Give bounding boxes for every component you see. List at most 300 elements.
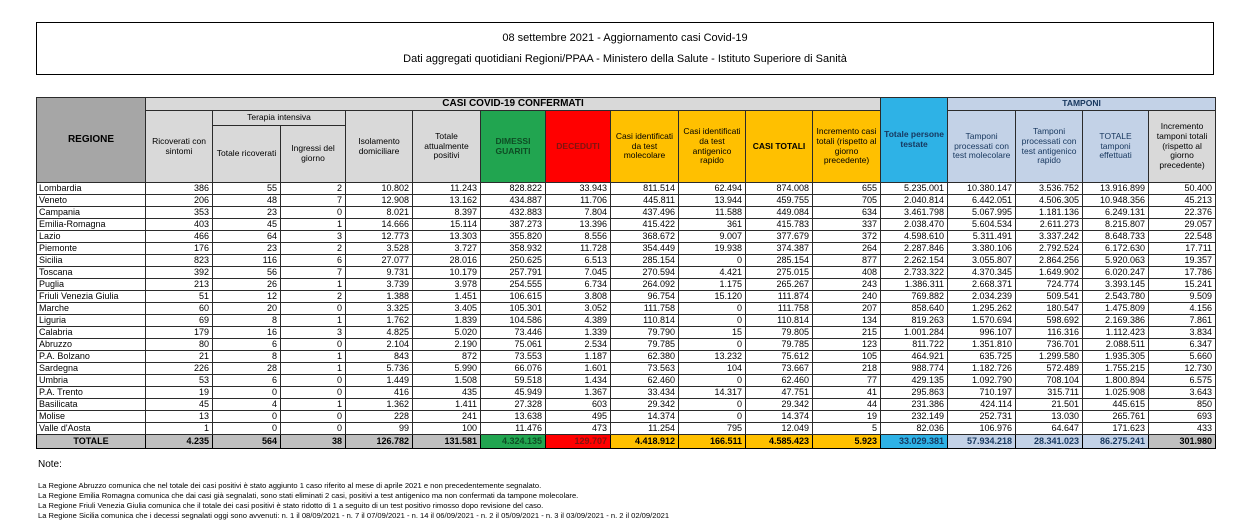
table-cell: 0 <box>281 387 346 399</box>
group-header-terapia-intensiva: Terapia intensiva <box>213 111 346 126</box>
table-cell: 62.494 <box>679 183 746 195</box>
table-cell: 75.061 <box>481 339 546 351</box>
table-cell: 1.601 <box>546 363 611 375</box>
table-cell: 598.692 <box>1016 315 1083 327</box>
group-header-casi-confermati: CASI COVID-19 CONFERMATI <box>146 98 881 111</box>
table-cell: 1.451 <box>413 291 481 303</box>
table-cell: 1.339 <box>546 327 611 339</box>
table-cell: 4 <box>213 399 281 411</box>
column-header-totale-ricoverati: Totale ricoverati <box>213 126 281 183</box>
table-cell: 6.442.051 <box>948 195 1016 207</box>
table-cell: 1 <box>281 279 346 291</box>
table-cell: 408 <box>813 267 881 279</box>
table-cell: 445.615 <box>1083 399 1149 411</box>
table-cell: 3.055.807 <box>948 255 1016 267</box>
table-cell: 495 <box>546 411 611 423</box>
table-cell: 0 <box>281 423 346 435</box>
table-cell: 100 <box>413 423 481 435</box>
notes-title: Note: <box>38 459 62 470</box>
table-cell: 3 <box>281 231 346 243</box>
table-cell: 3 <box>281 327 346 339</box>
table-cell: 13.303 <box>413 231 481 243</box>
table-cell: 858.640 <box>881 303 948 315</box>
table-cell: 6.734 <box>546 279 611 291</box>
table-cell: 10.179 <box>413 267 481 279</box>
table-cell: 19.357 <box>1149 255 1216 267</box>
table-cell: 77 <box>813 375 881 387</box>
table-cell: 232.149 <box>881 411 948 423</box>
table-cell: 1.295.262 <box>948 303 1016 315</box>
table-cell: 3.405 <box>413 303 481 315</box>
table-cell: 988.774 <box>881 363 948 375</box>
table-cell: 603 <box>546 399 611 411</box>
table-cell: 3.739 <box>346 279 413 291</box>
table-cell: 3.834 <box>1149 327 1216 339</box>
table-cell: 795 <box>679 423 746 435</box>
table-cell: 416 <box>346 387 413 399</box>
table-cell: 99 <box>346 423 413 435</box>
table-cell: 828.822 <box>481 183 546 195</box>
table-cell: 3.461.798 <box>881 207 948 219</box>
table-cell: 116 <box>213 255 281 267</box>
table-cell: 275.015 <box>746 267 813 279</box>
table-cell: 13.030 <box>1016 411 1083 423</box>
table-cell: 45 <box>213 219 281 231</box>
table-cell: 9.509 <box>1149 291 1216 303</box>
bulletin-header <box>36 22 1214 75</box>
total-cell: 57.934.218 <box>948 435 1016 449</box>
total-cell: 86.275.241 <box>1083 435 1149 449</box>
table-cell: 4.825 <box>346 327 413 339</box>
table-cell: 8.397 <box>413 207 481 219</box>
table-row <box>37 387 1216 399</box>
table-cell: 1.434 <box>546 375 611 387</box>
table-cell: 872 <box>413 351 481 363</box>
table-cell: 4.370.345 <box>948 267 1016 279</box>
table-cell: 33.434 <box>611 387 679 399</box>
table-cell: 7.804 <box>546 207 611 219</box>
table-cell: 0 <box>679 375 746 387</box>
table-cell: 15 <box>679 327 746 339</box>
table-row <box>37 423 1216 435</box>
table-cell: 1.508 <box>413 375 481 387</box>
table-total-row <box>37 435 1216 449</box>
table-cell: 28.016 <box>413 255 481 267</box>
column-header-isolamento: Isolamento domiciliare <box>346 111 413 183</box>
table-cell: 116.316 <box>1016 327 1083 339</box>
table-cell: 1.839 <box>413 315 481 327</box>
table-cell: 3.380.106 <box>948 243 1016 255</box>
table-cell: 0 <box>213 411 281 423</box>
table-cell: 59.518 <box>481 375 546 387</box>
table-cell: 252.731 <box>948 411 1016 423</box>
table-cell: 8.556 <box>546 231 611 243</box>
table-row <box>37 219 1216 231</box>
table-cell: 0 <box>281 303 346 315</box>
table-cell: 1.388 <box>346 291 413 303</box>
table-cell: 1.367 <box>546 387 611 399</box>
table-cell: 635.725 <box>948 351 1016 363</box>
table-cell: 14.666 <box>346 219 413 231</box>
table-cell: 104.586 <box>481 315 546 327</box>
table-cell: 1.112.423 <box>1083 327 1149 339</box>
table-cell: 6.020.247 <box>1083 267 1149 279</box>
table-cell: 27.077 <box>346 255 413 267</box>
table-row <box>37 243 1216 255</box>
table-cell: 14.317 <box>679 387 746 399</box>
table-cell: 3.325 <box>346 303 413 315</box>
table-cell: 123 <box>813 339 881 351</box>
table-cell: 0 <box>281 375 346 387</box>
table-cell: 285.154 <box>746 255 813 267</box>
table-cell: 29.057 <box>1149 219 1216 231</box>
table-cell: 2.262.154 <box>881 255 948 267</box>
total-cell: 28.341.023 <box>1016 435 1083 449</box>
table-cell: 226 <box>146 363 213 375</box>
table-cell: 473 <box>546 423 611 435</box>
table-cell: 8.215.807 <box>1083 219 1149 231</box>
table-cell: 2.733.322 <box>881 267 948 279</box>
table-cell: 73.667 <box>746 363 813 375</box>
table-cell: 432.883 <box>481 207 546 219</box>
table-cell: 295.863 <box>881 387 948 399</box>
table-cell: 285.154 <box>611 255 679 267</box>
region-name: Lazio <box>37 231 146 243</box>
table-cell: 354.449 <box>611 243 679 255</box>
table-cell: 254.555 <box>481 279 546 291</box>
table-cell: 3.052 <box>546 303 611 315</box>
table-cell: 2 <box>281 243 346 255</box>
table-cell: 449.084 <box>746 207 813 219</box>
table-cell: 435 <box>413 387 481 399</box>
table-cell: 850 <box>1149 399 1216 411</box>
table-cell: 1.299.580 <box>1016 351 1083 363</box>
table-cell: 1.181.136 <box>1016 207 1083 219</box>
table-cell: 403 <box>146 219 213 231</box>
table-cell: 5.235.001 <box>881 183 948 195</box>
table-cell: 13.916.899 <box>1083 183 1149 195</box>
table-cell: 3.528 <box>346 243 413 255</box>
table-row <box>37 291 1216 303</box>
table-row <box>37 195 1216 207</box>
table-cell: 12.049 <box>746 423 813 435</box>
table-cell: 5.660 <box>1149 351 1216 363</box>
table-cell: 843 <box>346 351 413 363</box>
table-cell: 5.736 <box>346 363 413 375</box>
total-cell: 129.707 <box>546 435 611 449</box>
table-cell: 392 <box>146 267 213 279</box>
table-cell: 171.623 <box>1083 423 1149 435</box>
table-row <box>37 279 1216 291</box>
table-row <box>37 255 1216 267</box>
table-cell: 1 <box>281 363 346 375</box>
table-cell: 1.649.902 <box>1016 267 1083 279</box>
table-cell: 2.104 <box>346 339 413 351</box>
note-line: La Regione Emilia Romagna comunica che dai casi già segnalati, sono stati eliminati 2 casi, positivi a test antigenico ma non confermati da tampone molecolare. <box>38 491 579 500</box>
table-cell: 386 <box>146 183 213 195</box>
column-header-tamponi-antigenico: Tamponi processati con test antigenico rapido <box>1016 111 1083 183</box>
table-cell: 3.978 <box>413 279 481 291</box>
region-name: Toscana <box>37 267 146 279</box>
total-cell: 4.324.135 <box>481 435 546 449</box>
table-cell: 1.800.894 <box>1083 375 1149 387</box>
table-cell: 1 <box>281 351 346 363</box>
region-name: Umbria <box>37 375 146 387</box>
table-cell: 1.762 <box>346 315 413 327</box>
table-cell: 361 <box>679 219 746 231</box>
table-cell: 12.773 <box>346 231 413 243</box>
table-cell: 79.790 <box>611 327 679 339</box>
table-cell: 20 <box>213 303 281 315</box>
table-row <box>37 363 1216 375</box>
table-cell: 6 <box>213 375 281 387</box>
table-cell: 1.187 <box>546 351 611 363</box>
table-cell: 0 <box>281 411 346 423</box>
table-cell: 2.088.511 <box>1083 339 1149 351</box>
table-cell: 1.182.726 <box>948 363 1016 375</box>
table-cell: 874.008 <box>746 183 813 195</box>
table-cell: 10.948.356 <box>1083 195 1149 207</box>
table-cell: 134 <box>813 315 881 327</box>
table-cell: 0 <box>281 339 346 351</box>
column-header-totale-tamponi: TOTALE tamponi effettuati <box>1083 111 1149 183</box>
table-cell: 17.711 <box>1149 243 1216 255</box>
table-cell: 433 <box>1149 423 1216 435</box>
table-cell: 265.761 <box>1083 411 1149 423</box>
table-cell: 41 <box>813 387 881 399</box>
table-body <box>37 183 1216 435</box>
table-cell: 55 <box>213 183 281 195</box>
region-name: Molise <box>37 411 146 423</box>
region-name: Emilia-Romagna <box>37 219 146 231</box>
table-cell: 4.156 <box>1149 303 1216 315</box>
total-cell: 126.782 <box>346 435 413 449</box>
table-cell: 6 <box>281 255 346 267</box>
table-cell: 1 <box>281 219 346 231</box>
table-row <box>37 267 1216 279</box>
region-name: P.A. Trento <box>37 387 146 399</box>
table-cell: 4.598.610 <box>881 231 948 243</box>
table-cell: 445.811 <box>611 195 679 207</box>
table-cell: 1.570.694 <box>948 315 1016 327</box>
note-line: La Regione Sicilia comunica che i decessi segnalati oggi sono avvenuti: n. 1 il 08/09/2021 - n. 7 il 07/09/2021 - n. 14 il 06/09/2021 - n. 2 il 05/09/2021 - n. 3 il 03/09/2021 - n. 2 il 02/09/2021 <box>38 511 670 520</box>
table-cell: 355.820 <box>481 231 546 243</box>
column-header-deceduti: DECEDUTI <box>546 111 611 183</box>
table-cell: 62.380 <box>611 351 679 363</box>
table-cell: 1.025.908 <box>1083 387 1149 399</box>
table-cell: 6.513 <box>546 255 611 267</box>
table-cell: 429.135 <box>881 375 948 387</box>
bulletin-subtitle: Dati aggregati quotidiani Regioni/PPAA - Ministero della Salute - Istituto Superiore di Sanità <box>403 53 847 65</box>
region-name: Valle d'Aosta <box>37 423 146 435</box>
table-cell: 7.045 <box>546 267 611 279</box>
table-cell: 62.460 <box>611 375 679 387</box>
group-header-tamponi: TAMPONI <box>948 98 1216 111</box>
table-cell: 12.908 <box>346 195 413 207</box>
bulletin-title: 08 settembre 2021 - Aggiornamento casi Covid-19 <box>502 32 748 44</box>
table-cell: 6.172.630 <box>1083 243 1149 255</box>
table-cell: 110.814 <box>746 315 813 327</box>
table-cell: 96.754 <box>611 291 679 303</box>
table-cell: 11.243 <box>413 183 481 195</box>
table-cell: 5.020 <box>413 327 481 339</box>
table-cell: 509.541 <box>1016 291 1083 303</box>
total-cell: 4.235 <box>146 435 213 449</box>
table-cell: 270.594 <box>611 267 679 279</box>
table-cell: 45.949 <box>481 387 546 399</box>
table-cell: 29.342 <box>746 399 813 411</box>
table-cell: 69 <box>146 315 213 327</box>
table-cell: 11.476 <box>481 423 546 435</box>
table-cell: 60 <box>146 303 213 315</box>
table-row <box>37 183 1216 195</box>
region-name: Calabria <box>37 327 146 339</box>
region-name: Liguria <box>37 315 146 327</box>
table-cell: 111.874 <box>746 291 813 303</box>
table-cell: 6.575 <box>1149 375 1216 387</box>
table-cell: 28 <box>213 363 281 375</box>
total-cell: 38 <box>281 435 346 449</box>
table-cell: 6.249.131 <box>1083 207 1149 219</box>
table-cell: 104 <box>679 363 746 375</box>
table-cell: 5.067.995 <box>948 207 1016 219</box>
table-cell: 2.190 <box>413 339 481 351</box>
total-label: TOTALE <box>37 435 146 449</box>
table-cell: 2.543.780 <box>1083 291 1149 303</box>
region-name: Sicilia <box>37 255 146 267</box>
table-cell: 45 <box>146 399 213 411</box>
table-cell: 51 <box>146 291 213 303</box>
table-cell: 215 <box>813 327 881 339</box>
table-cell: 315.711 <box>1016 387 1083 399</box>
table-cell: 12.730 <box>1149 363 1216 375</box>
table-cell: 218 <box>813 363 881 375</box>
table-cell: 466 <box>146 231 213 243</box>
table-cell: 33.943 <box>546 183 611 195</box>
table-cell: 2.611.273 <box>1016 219 1083 231</box>
region-name: Friuli Venezia Giulia <box>37 291 146 303</box>
table-cell: 415.422 <box>611 219 679 231</box>
table-cell: 1.449 <box>346 375 413 387</box>
table-cell: 257.791 <box>481 267 546 279</box>
table-row <box>37 303 1216 315</box>
table-cell: 56 <box>213 267 281 279</box>
table-cell: 21.501 <box>1016 399 1083 411</box>
table-cell: 4.421 <box>679 267 746 279</box>
column-header-persone-testate: Totale persone testate <box>881 98 948 183</box>
table-cell: 264.092 <box>611 279 679 291</box>
region-name: Puglia <box>37 279 146 291</box>
table-cell: 62.460 <box>746 375 813 387</box>
table-cell: 228 <box>346 411 413 423</box>
table-cell: 5.920.063 <box>1083 255 1149 267</box>
table-cell: 13.638 <box>481 411 546 423</box>
table-cell: 0 <box>281 207 346 219</box>
table-cell: 1.411 <box>413 399 481 411</box>
table-cell: 8 <box>213 351 281 363</box>
table-cell: 2.864.256 <box>1016 255 1083 267</box>
table-cell: 1.935.305 <box>1083 351 1149 363</box>
table-cell: 5.990 <box>413 363 481 375</box>
table-cell: 4.389 <box>546 315 611 327</box>
table-cell: 2.040.814 <box>881 195 948 207</box>
total-cell: 4.418.912 <box>611 435 679 449</box>
total-cell: 301.980 <box>1149 435 1216 449</box>
table-cell: 811.514 <box>611 183 679 195</box>
table-cell: 377.679 <box>746 231 813 243</box>
table-cell: 19 <box>813 411 881 423</box>
table-cell: 19 <box>146 387 213 399</box>
table-cell: 0 <box>679 411 746 423</box>
table-cell: 1 <box>281 399 346 411</box>
table-cell: 82.036 <box>881 423 948 435</box>
column-header-tamponi-molecolare: Tamponi processati con test molecolare <box>948 111 1016 183</box>
table-cell: 106.615 <box>481 291 546 303</box>
table-cell: 572.489 <box>1016 363 1083 375</box>
table-row <box>37 231 1216 243</box>
table-cell: 7 <box>281 267 346 279</box>
table-cell: 1.362 <box>346 399 413 411</box>
table-cell: 3.536.752 <box>1016 183 1083 195</box>
table-cell: 241 <box>413 411 481 423</box>
table-cell: 206 <box>146 195 213 207</box>
table-cell: 705 <box>813 195 881 207</box>
total-cell: 33.029.381 <box>881 435 948 449</box>
table-cell: 337 <box>813 219 881 231</box>
column-header-casi-molecolare: Casi identificati da test molecolare <box>611 111 679 183</box>
table-cell: 250.625 <box>481 255 546 267</box>
table-cell: 231.386 <box>881 399 948 411</box>
table-cell: 1.475.809 <box>1083 303 1149 315</box>
table-cell: 14.374 <box>611 411 679 423</box>
table-cell: 459.755 <box>746 195 813 207</box>
table-cell: 877 <box>813 255 881 267</box>
note-line: La Regione Abruzzo comunica che nel totale dei casi positivi è stato aggiunto 1 caso riferito al mese di aprile 2021 e non precedentemente segnalato. <box>38 481 542 490</box>
table-cell: 11.706 <box>546 195 611 207</box>
table-cell: 1 <box>281 315 346 327</box>
table-cell: 264 <box>813 243 881 255</box>
table-cell: 1.351.810 <box>948 339 1016 351</box>
region-name: Abruzzo <box>37 339 146 351</box>
total-cell: 564 <box>213 435 281 449</box>
table-cell: 372 <box>813 231 881 243</box>
table-cell: 23 <box>213 207 281 219</box>
region-name: Veneto <box>37 195 146 207</box>
table-header <box>37 98 1216 183</box>
table-cell: 45.213 <box>1149 195 1216 207</box>
table-cell: 415.783 <box>746 219 813 231</box>
table-cell: 8 <box>213 315 281 327</box>
table-cell: 13 <box>146 411 213 423</box>
table-cell: 79.785 <box>611 339 679 351</box>
total-cell: 166.511 <box>679 435 746 449</box>
table-row <box>37 399 1216 411</box>
table-cell: 811.722 <box>881 339 948 351</box>
table-cell: 0 <box>679 399 746 411</box>
table-cell: 2.034.239 <box>948 291 1016 303</box>
table-cell: 823 <box>146 255 213 267</box>
column-header-attualmente-positivi: Totale attualmente positivi <box>413 111 481 183</box>
table-cell: 0 <box>679 315 746 327</box>
table-cell: 22.548 <box>1149 231 1216 243</box>
table-cell: 110.814 <box>611 315 679 327</box>
table-cell: 15.120 <box>679 291 746 303</box>
table-cell: 3.808 <box>546 291 611 303</box>
table-cell: 19.938 <box>679 243 746 255</box>
table-cell: 64 <box>213 231 281 243</box>
table-cell: 5.311.491 <box>948 231 1016 243</box>
table-cell: 1.001.284 <box>881 327 948 339</box>
